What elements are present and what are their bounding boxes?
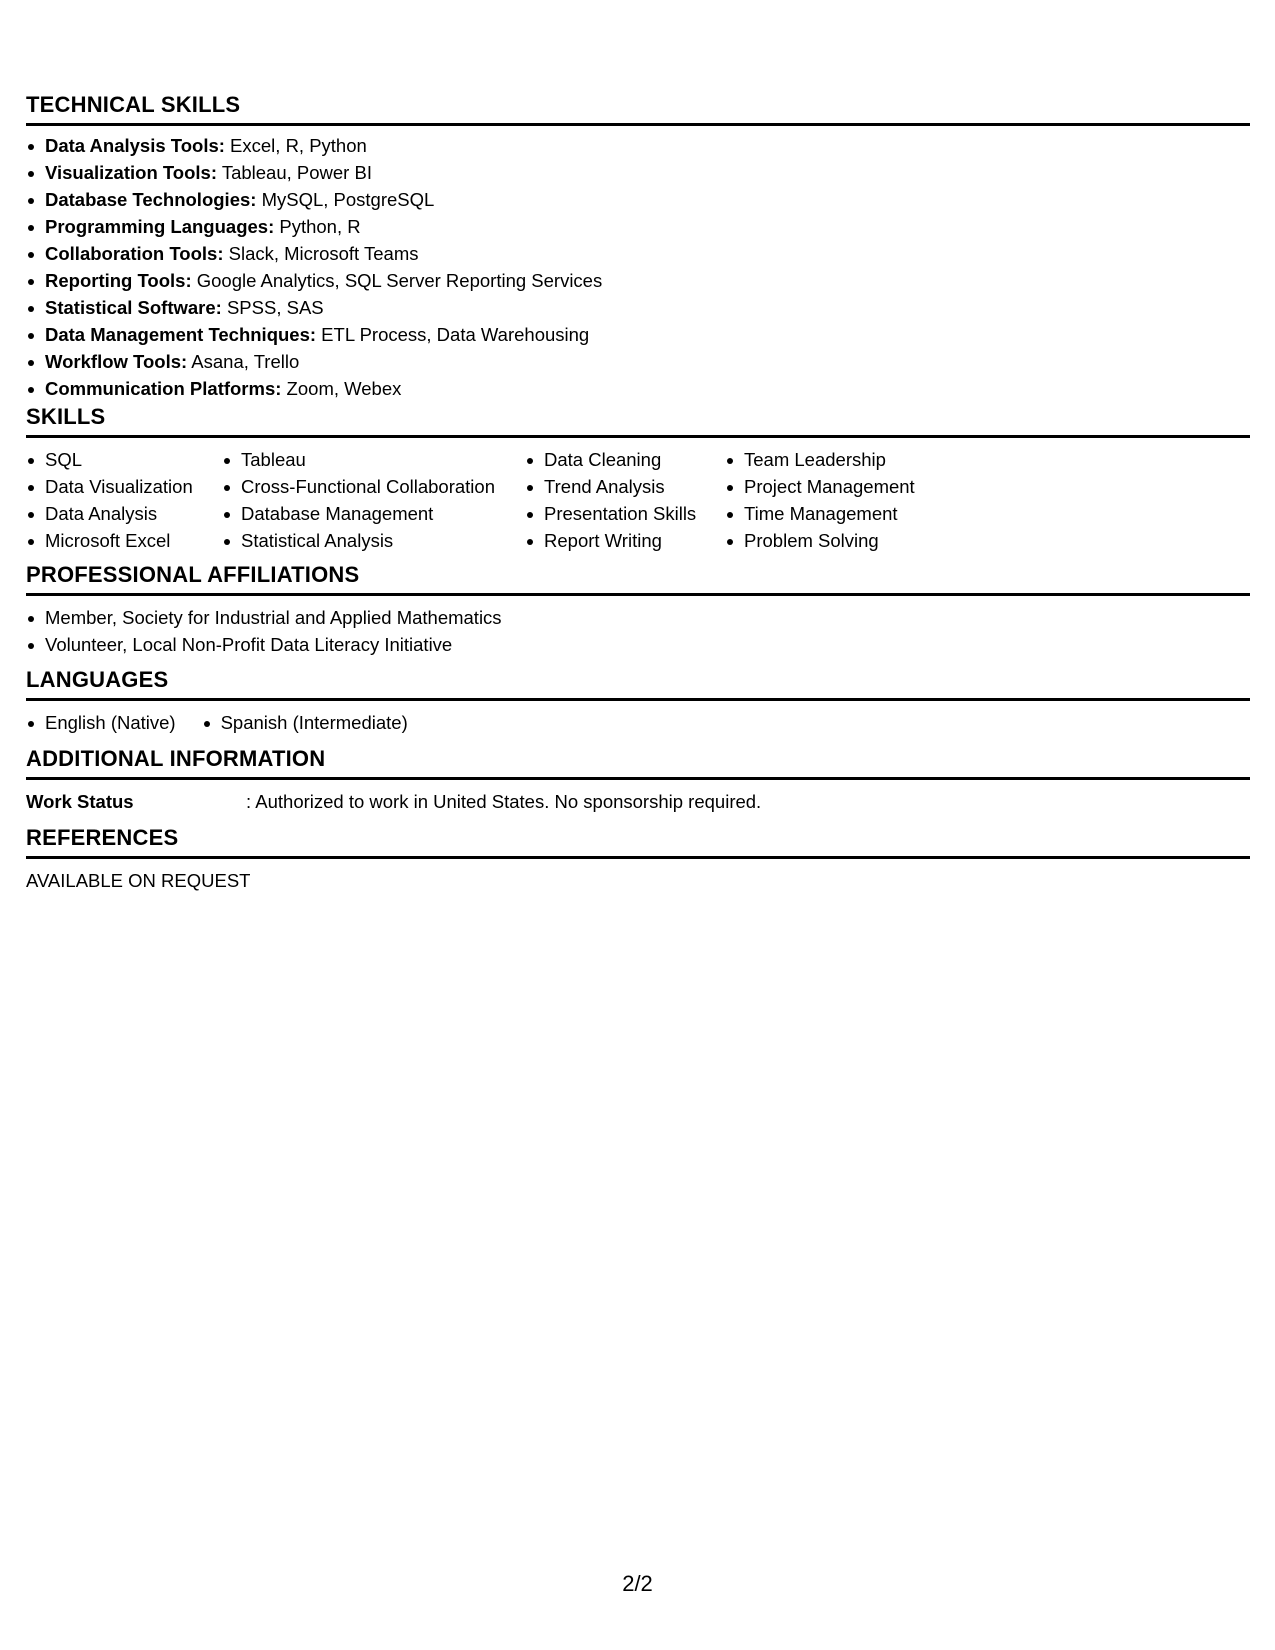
references-section [26,825,1250,894]
list-item [26,186,1250,213]
affiliations-list [26,604,1250,658]
languages-row [26,709,1250,736]
list-item: Presentation Skills [525,500,725,527]
skill-values: SPSS, SAS [221,297,324,318]
list-item: Spanish (Intermediate) [202,709,408,736]
list-item [26,213,1250,240]
list-item: Project Management [725,473,1025,500]
skill-values: ETL Process, Data Warehousing [316,324,590,345]
skill-category: Database Technologies: [45,189,257,210]
skills-columns [26,446,1250,554]
list-item: Data Visualization [26,473,222,500]
languages-list [26,709,434,736]
list-item: English (Native) [26,709,176,736]
skill-category: Visualization Tools: [45,162,218,183]
list-item [26,321,1250,348]
skill-category: Reporting Tools: [45,270,192,291]
section-title: ADDITIONAL INFORMATION [26,746,326,771]
skill-values: Zoom, Webex [281,378,402,399]
skill-values: MySQL, PostgreSQL [256,189,435,210]
skill-values: Python, R [274,216,361,237]
list-item: Volunteer, Local Non-Profit Data Literacy Initiative [26,631,1250,658]
list-item: Data Cleaning [525,446,725,473]
section-title: LANGUAGES [26,667,169,692]
skill-category: Data Management Techniques: [45,324,317,345]
list-item: Team Leadership [725,446,1025,473]
technical-skills-section [26,92,1250,402]
skill-category: Communication Platforms: [45,378,282,399]
skill-category: Programming Languages: [45,216,275,237]
skill-category: Collaboration Tools: [45,243,224,264]
skill-values: Google Analytics, SQL Server Reporting Services [191,270,603,291]
list-item: Trend Analysis [525,473,725,500]
list-item: Microsoft Excel [26,527,222,554]
skills-column [222,446,525,554]
list-item [26,159,1250,186]
skill-category: Data Analysis Tools: [45,135,225,156]
work-status-value: : Authorized to work in United States. No sponsorship required. [246,791,762,812]
affiliations-section [26,562,1250,658]
skills-section [26,404,1250,554]
skills-column [525,446,725,554]
list-item [26,294,1250,321]
section-divider [26,698,1250,701]
list-item [26,375,1250,402]
list-item: Tableau [222,446,525,473]
skill-category: Workflow Tools: [45,351,188,372]
section-divider [26,123,1250,126]
list-item: Statistical Analysis [222,527,525,554]
skills-column [725,446,1025,554]
skill-values: Slack, Microsoft Teams [223,243,419,264]
list-item [26,240,1250,267]
references-text: AVAILABLE ON REQUEST [26,870,251,891]
section-divider [26,777,1250,780]
work-status-row [26,788,1250,815]
languages-section [26,667,1250,736]
list-item: Time Management [725,500,1025,527]
skill-values: Excel, R, Python [224,135,367,156]
skills-column [26,446,222,554]
list-item [26,267,1250,294]
list-item [26,348,1250,375]
section-title: REFERENCES [26,825,179,850]
section-divider [26,435,1250,438]
list-item: Member, Society for Industrial and Applied Mathematics [26,604,1250,631]
skill-category: Statistical Software: [45,297,222,318]
skill-values: Tableau, Power BI [217,162,372,183]
section-divider [26,593,1250,596]
list-item: Report Writing [525,527,725,554]
list-item: Cross-Functional Collaboration [222,473,525,500]
additional-info-section [26,746,1250,815]
list-item: Problem Solving [725,527,1025,554]
list-item: Database Management [222,500,525,527]
skill-values: Asana, Trello [187,351,300,372]
section-title: SKILLS [26,404,106,429]
list-item: SQL [26,446,222,473]
section-title: TECHNICAL SKILLS [26,92,241,117]
list-item [26,132,1250,159]
work-status-label: Work Status [26,791,134,812]
list-item: Data Analysis [26,500,222,527]
section-divider [26,856,1250,859]
page-number: 2/2 [622,1571,653,1596]
technical-skills-list [26,132,1250,402]
section-title: PROFESSIONAL AFFILIATIONS [26,562,360,587]
